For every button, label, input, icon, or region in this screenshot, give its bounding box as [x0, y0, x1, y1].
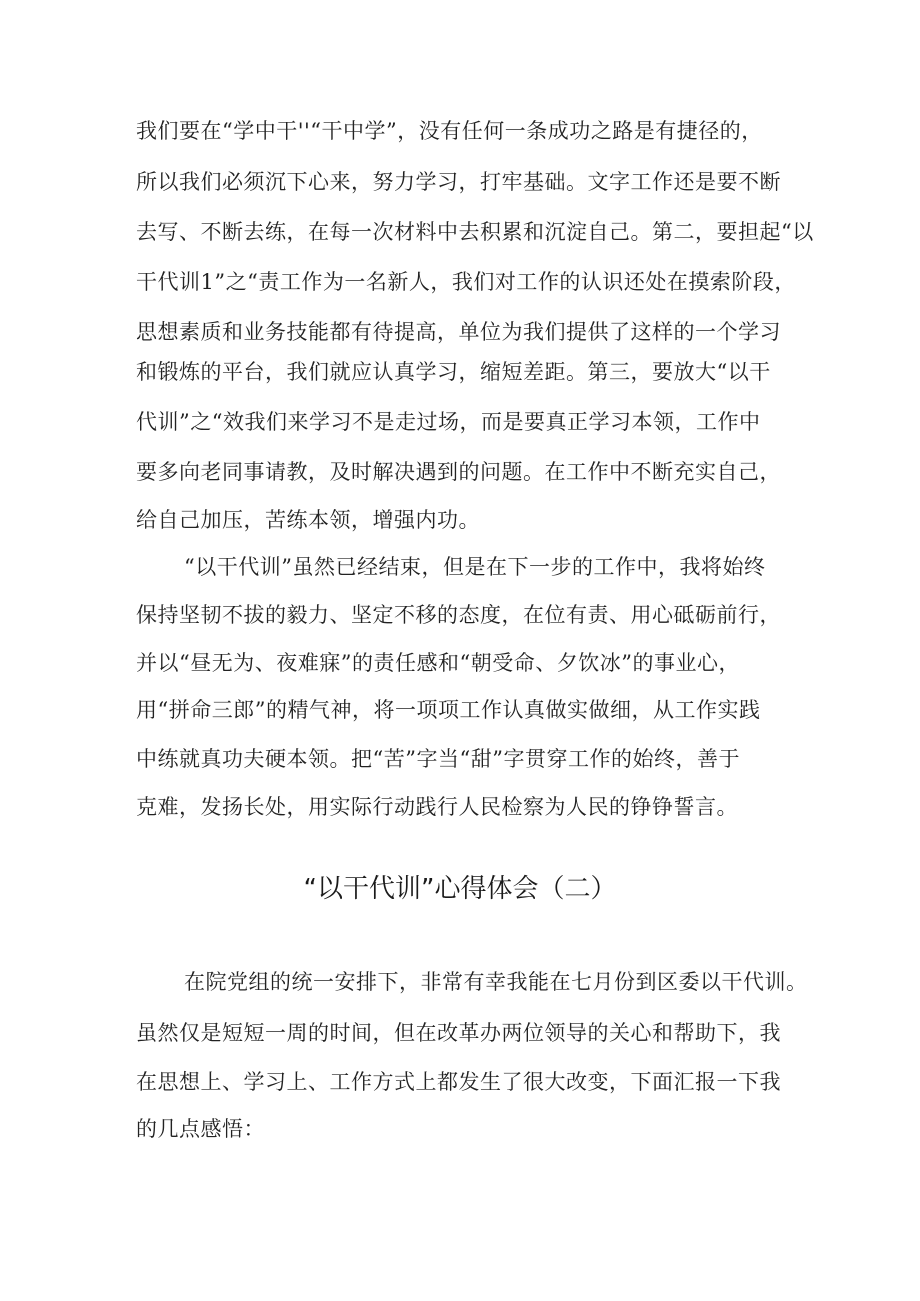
paragraph-line: 用“拼命三郎”的精气神，将一项项工作认真做实做细，从工作实践	[136, 698, 761, 722]
paragraph-line: 的几点感悟：	[136, 1117, 265, 1141]
paragraph-line: 代训”之“效我们来学习不是走过场，而是要真正学习本领，工作中	[136, 410, 761, 434]
paragraph-line: 所以我们必须沉下心来，努力学习，打牢基础。文字工作还是要不断	[136, 170, 781, 194]
paragraph-line: 去写、不断去练，在每一次材料中去积累和沉淀自己。第二，要担起“以	[136, 220, 814, 244]
paragraph-line: 在院党组的统一安排下，非常有幸我能在七月份到区委以干代训。	[184, 970, 808, 994]
paragraph-line: 在思想上、学习上、工作方式上都发生了很大改变，下面汇报一下我	[136, 1070, 781, 1094]
paragraph-line: 虽然仅是短短一周的时间，但在改革办两位领导的关心和帮助下，我	[136, 1021, 781, 1045]
paragraph-line: 并以“昼无为、夜难寐”的责任感和“朝受命、夕饮冰”的事业心，	[136, 651, 740, 675]
paragraph-line: 干代训1”之“责工作为一名新人，我们对工作的认识还处在摸索阶段，	[136, 270, 796, 294]
section-heading: “以干代训”心得体会（二）	[303, 874, 617, 904]
paragraph-line: “以干代训”虽然已经结束，但是在下一步的工作中，我将始终	[184, 555, 766, 579]
paragraph-line: 克难，发扬长处，用实际行动践行人民检察为人民的铮铮誓言。	[136, 795, 738, 819]
paragraph-line: 保持坚韧不拔的毅力、坚定不移的态度，在位有责、用心砥砺前行，	[136, 603, 781, 627]
paragraph-line: 中练就真功夫硬本领。把“苦”字当“甜”字贯穿工作的始终，善于	[136, 747, 740, 771]
paragraph-line: 要多向老同事请教，及时解决遇到的问题。在工作中不断充实自己，	[136, 460, 781, 484]
paragraph-line: 和锻炼的平台，我们就应认真学习，缩短差距。第三，要放大“以干	[136, 360, 771, 384]
paragraph-line: 我们要在“学中干''“干中学”，没有任何一条成功之路是有捷径的，	[136, 119, 763, 143]
paragraph-line: 思想素质和业务技能都有待提高，单位为我们提供了这样的一个学习	[136, 320, 781, 344]
paragraph-line: 给自己加压，苦练本领，增强内功。	[136, 508, 480, 532]
